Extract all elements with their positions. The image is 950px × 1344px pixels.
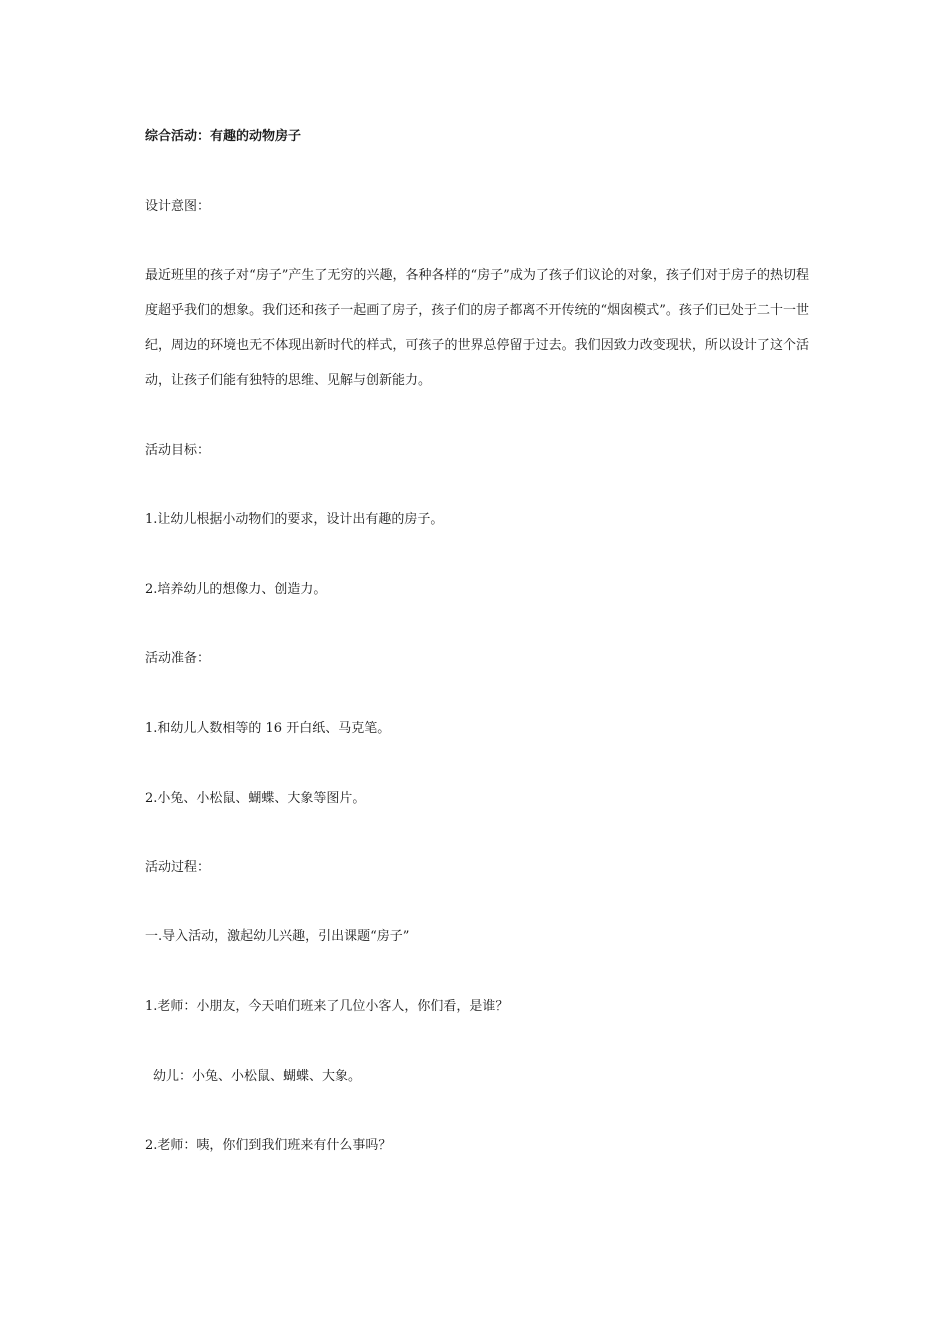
process-heading: 活动过程： (145, 860, 211, 875)
goal-item-1: 1.让幼儿根据小动物们的要求，设计出有趣的房子。 (145, 512, 444, 527)
process-step-1-heading: 一.导入活动，激起幼儿兴趣，引出课题“房子” (145, 929, 410, 944)
goals-heading: 活动目标： (145, 443, 211, 458)
process-step-1-item-1: 1.老师：小朋友，今天咱们班来了几位小客人，你们看，是谁？ (145, 999, 509, 1014)
design-paragraph: 最近班里的孩子对“房子”产生了无穷的兴趣，各种各样的“房子”成为了孩子们议论的对象，孩子们对于房子的热切程度超乎我们的想象。我们还和孩子一起画了房子，孩子们的房子都离不开传统的“烟囱模式”。孩子们已处于二十一世纪，周边的环境也无不体现出新时代的样式，可孩子的世界总停留于过去。我们因致力改变现状，所以设计了这个活动，让孩子们能有独特的思维、见解与创新能力。 (145, 268, 809, 388)
process-step-1-item-2: 2.老师：咦，你们到我们班来有什么事吗？ (145, 1138, 392, 1153)
process-step-1-reply: 幼儿：小兔、小松鼠、蝴蝶、大象。 (153, 1069, 362, 1084)
design-heading: 设计意图： (145, 199, 211, 214)
document-title: 综合活动：有趣的动物房子 (145, 129, 302, 144)
prep-item-2: 2.小兔、小松鼠、蝴蝶、大象等图片。 (145, 791, 366, 806)
prep-heading: 活动准备： (145, 651, 211, 666)
prep-item-1: 1.和幼儿人数相等的 16 开白纸、马克笔。 (145, 721, 391, 736)
goal-item-2: 2.培养幼儿的想像力、创造力。 (145, 582, 327, 597)
